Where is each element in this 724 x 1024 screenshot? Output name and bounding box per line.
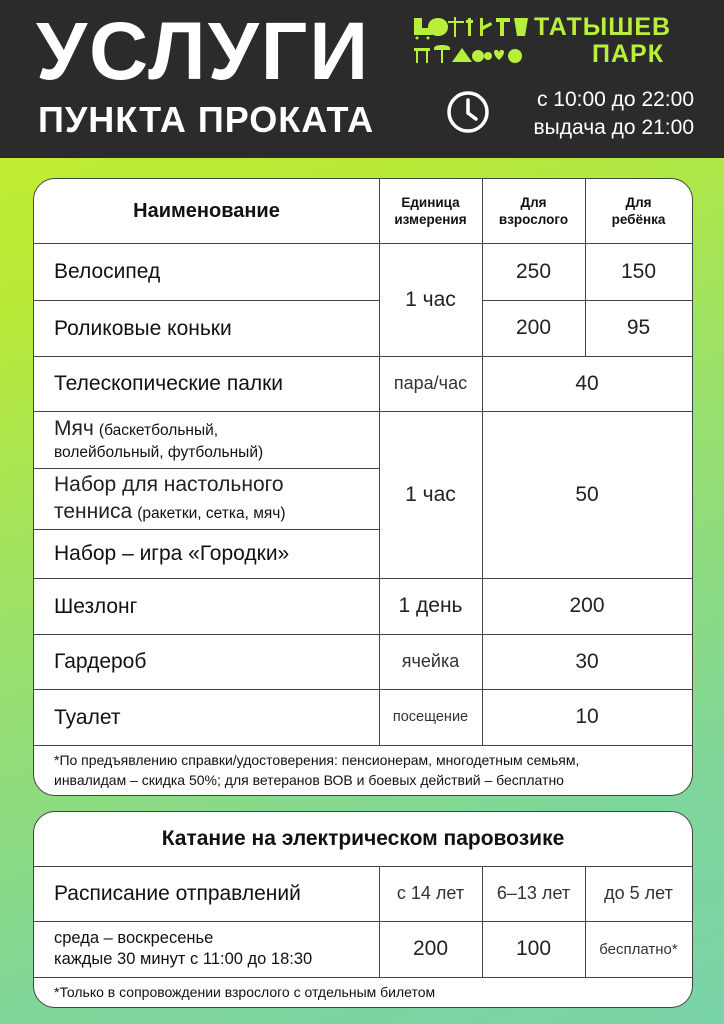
price-child: 95 — [626, 316, 651, 339]
opening-hours — [500, 86, 694, 142]
price-child: 150 — [620, 259, 657, 283]
column-header-adult — [482, 179, 585, 243]
table-row-name — [34, 411, 379, 468]
column-header-name: Наименование — [133, 199, 280, 222]
footnote-line-1: *По предъявлению справки/удостоверения: пенсионерам, многодетным семьям, — [54, 752, 580, 768]
table-row-name: Роликовые коньки — [54, 316, 232, 340]
logo-line-1: ТАТЫШЕВ — [534, 13, 672, 41]
train-title: Катание на электрическом паровозике — [161, 827, 565, 850]
row-name-note: (ракетки, сетка, мяч) — [137, 504, 286, 522]
age-column-under5: до 5 лет — [604, 883, 673, 903]
schedule-days: среда – воскресенье — [54, 929, 214, 947]
row-name-main: Мяч — [54, 416, 94, 440]
price-adult: 250 — [515, 259, 552, 283]
park-logo-text — [534, 14, 671, 68]
price-14plus: 200 — [412, 937, 449, 960]
hours-open: с 10:00 до 22:00 — [536, 88, 694, 111]
row-name-line2: тенниса — [54, 499, 133, 523]
table-row-name: Туалет — [54, 705, 121, 729]
clock-icon — [446, 90, 490, 134]
column-header-unit — [379, 179, 482, 243]
column-header-child-line2: ребёнка — [611, 212, 666, 227]
footnote-line-2: инвалидам – скидка 50%; для ветеранов ВОВ и боевых действий – бесплатно — [54, 772, 564, 788]
unit-merged: 1 час — [405, 287, 456, 311]
column-header-unit-line1: Единица — [401, 195, 460, 210]
unit-merged: 1 час — [405, 482, 456, 506]
train-footnote: *Только в сопровождении взрослого с отдельным билетом — [54, 984, 436, 1000]
park-activities-icon — [412, 14, 530, 68]
table-row-name: Велосипед — [54, 260, 161, 283]
table-row-name: Телескопические палки — [54, 372, 284, 395]
price-6-13: 100 — [515, 937, 552, 960]
park-logo — [412, 14, 702, 68]
unit: 1 день — [398, 594, 463, 617]
column-header-adult-line2: взрослого — [498, 212, 569, 227]
unit: ячейка — [401, 651, 460, 671]
price-adult: 200 — [515, 316, 552, 339]
table-row-name: Шезлонг — [54, 594, 138, 618]
table-row-name: Гардероб — [54, 650, 147, 673]
table-row-name — [34, 468, 379, 529]
age-column-14plus: с 14 лет — [396, 883, 465, 903]
schedule-interval: каждые 30 минут с 11:00 до 18:30 — [54, 950, 313, 968]
row-name-note: (баскетбольный, — [98, 421, 219, 439]
unit: пара/час — [393, 373, 468, 393]
row-name-note2: волейбольный, футбольный) — [54, 443, 264, 461]
schedule-label: Расписание отправлений — [54, 882, 301, 905]
price: 200 — [569, 594, 605, 617]
column-header-child-line1: Для — [625, 195, 652, 210]
table-row-name: Набор – игра «Городки» — [54, 542, 290, 565]
rental-price-table — [33, 178, 693, 796]
hours-issue: выдача до 21:00 — [533, 116, 694, 139]
age-column-6-13: 6–13 лет — [496, 883, 571, 903]
price-under5: бесплатно* — [599, 940, 678, 958]
discount-footnote — [34, 745, 692, 795]
column-header-unit-line2: измерения — [394, 212, 467, 227]
price: 40 — [575, 371, 599, 395]
page-subtitle: ПУНКТА ПРОКАТА — [38, 99, 375, 140]
price: 30 — [575, 649, 599, 673]
train-ride-table — [33, 811, 693, 1008]
row-name-main: Набор для настольного — [54, 472, 284, 496]
column-header-adult-line1: Для — [520, 195, 547, 210]
price: 10 — [575, 705, 599, 728]
unit: посещение — [392, 709, 469, 725]
column-header-child — [585, 179, 692, 243]
logo-line-2: ПАРК — [592, 40, 664, 68]
price-merged: 50 — [575, 482, 599, 506]
page-title: УСЛУГИ — [36, 6, 371, 97]
header-banner — [0, 0, 724, 158]
schedule-details — [34, 921, 379, 977]
